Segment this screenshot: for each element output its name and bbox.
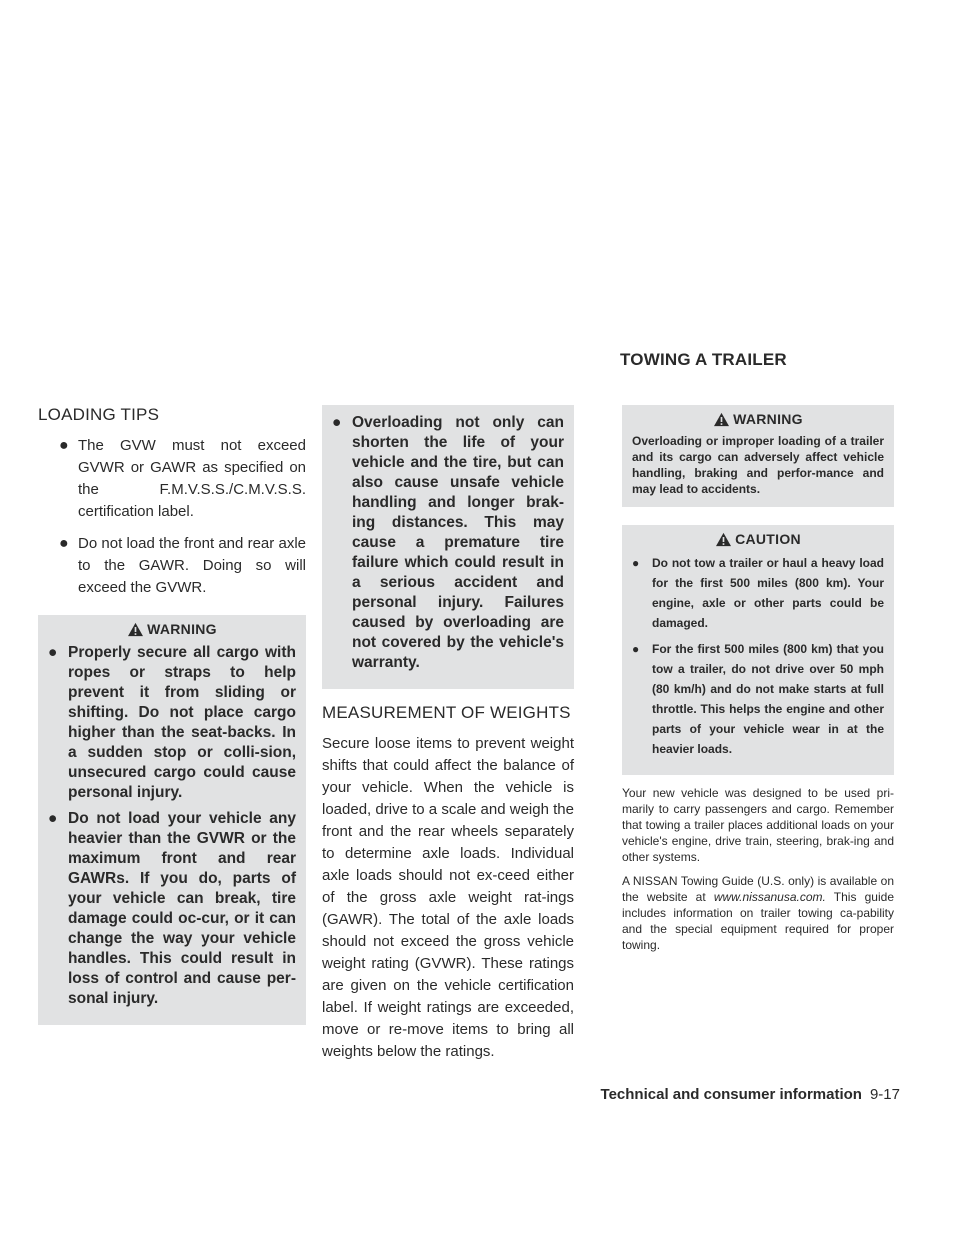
caution-label: CAUTION	[735, 531, 801, 547]
nissan-website-link[interactable]: www.nissanusa.com.	[713, 890, 826, 904]
caution-header	[632, 531, 884, 547]
section-title: TOWING A TRAILER	[620, 350, 787, 369]
towing-paragraph-1: Your new vehicle was designed to be used pri-marily to carry passengers and cargo. Remember that towing a trailer places additional loads on your vehicle's engine, drive train, steering, brak-ing and other systems.	[622, 786, 894, 864]
list-item: ● Overloading not only can shorten the life of your vehicle and the tire, but can also cause unsafe vehicle handling and longer brak-ing distances. This may cause a premature tire failure which could result in a serious accident and personal injury. Failures caused by overloading are not covered by the vehicle's warranty.	[332, 414, 564, 671]
loading-tips-heading: LOADING TIPS	[38, 405, 160, 424]
list-item: ● Do not tow a trailer or haul a heavy load for the first 500 miles (800 km). Your engine, axle or other parts could be damaged.	[632, 553, 884, 633]
loading-tips-list	[38, 435, 306, 599]
overload-list	[332, 413, 564, 673]
column-towing	[622, 405, 894, 961]
warning-list	[48, 643, 296, 1009]
list-item: ● Properly secure all cargo with ropes or straps to help prevent it from sliding or shifting. Do not place cargo higher than the seat-backs. In a sudden stop or colli-sion, unsecured cargo could cause personal injury.	[48, 644, 296, 801]
towing-caution-box	[622, 525, 894, 775]
page-number: 9-17	[869, 1086, 900, 1103]
caution-triangle-icon	[715, 532, 732, 547]
bullet-icon: ●	[59, 437, 69, 454]
bullet-icon: ●	[48, 810, 58, 827]
page-footer	[601, 1086, 900, 1103]
measurement-heading: MEASUREMENT OF WEIGHTS	[322, 703, 571, 722]
column-measurement	[322, 405, 574, 1071]
bullet-icon: ●	[59, 535, 69, 552]
warning-header	[48, 621, 296, 637]
warning-triangle-icon	[127, 622, 144, 637]
list-item: ● Do not load the front and rear axle to the GAWR. Doing so will exceed the GVWR.	[59, 535, 306, 596]
footer-title: Technical and consumer information	[600, 1086, 862, 1103]
list-item: ● The GVW must not exceed GVWR or GAWR as specified on the F.M.V.S.S./C.M.V.S.S. certification label.	[59, 437, 306, 520]
bullet-icon: ●	[332, 414, 342, 431]
towing-warning-box	[622, 405, 894, 507]
bullet-icon: ●	[632, 642, 640, 656]
list-item: ● For the first 500 miles (800 km) that you tow a trailer, do not drive over 50 mph (80 km/h) and do not make starts at full throttle. This helps the engine and other parts of your vehicle wear in at the heavier loads.	[632, 639, 884, 759]
caution-list	[632, 553, 884, 759]
warning-triangle-icon	[713, 412, 730, 427]
warning-box-cargo	[38, 615, 306, 1025]
bullet-icon: ●	[632, 556, 640, 570]
warning-label: WARNING	[147, 621, 217, 637]
overload-warning-box	[322, 405, 574, 689]
warning-header	[632, 411, 884, 427]
towing-warning-text: Overloading or improper loading of a trailer and its cargo can adversely affect vehicle handling, braking and perfor-mance and may lead to accidents.	[632, 434, 884, 496]
towing-paragraph-2: A NISSAN Towing Guide (U.S. only) is available on the website at www.nissanusa.com. This guide includes information on trailer towing ca-pability and the special equipment required for proper towing.	[622, 874, 894, 952]
column-loading-tips	[38, 405, 306, 1025]
measurement-body: Secure loose items to prevent weight shifts that could affect the balance of your vehicle. When the vehicle is loaded, drive to a scale and weigh the front and the rear wheels separately to determine axle loads. Individual axle loads should not ex-ceed either of the gross axle weight rat-ings (GAWR). The total of the axle loads should not exceed the gross vehicle weight rating (GVWR). These ratings are given on the vehicle certification label. If weight ratings are exceeded, move or re-move items to bring all weights below the ratings.	[322, 735, 574, 1060]
warning-label: WARNING	[733, 411, 803, 427]
bullet-icon: ●	[48, 644, 58, 661]
list-item: ● Do not load your vehicle any heavier than the GVWR or the maximum front and rear GAWRs. If you do, parts of your vehicle can break, tire damage could oc-cur, or it can change the way your vehicle handles. This could result in loss of control and cause per-sonal injury.	[48, 810, 296, 1007]
